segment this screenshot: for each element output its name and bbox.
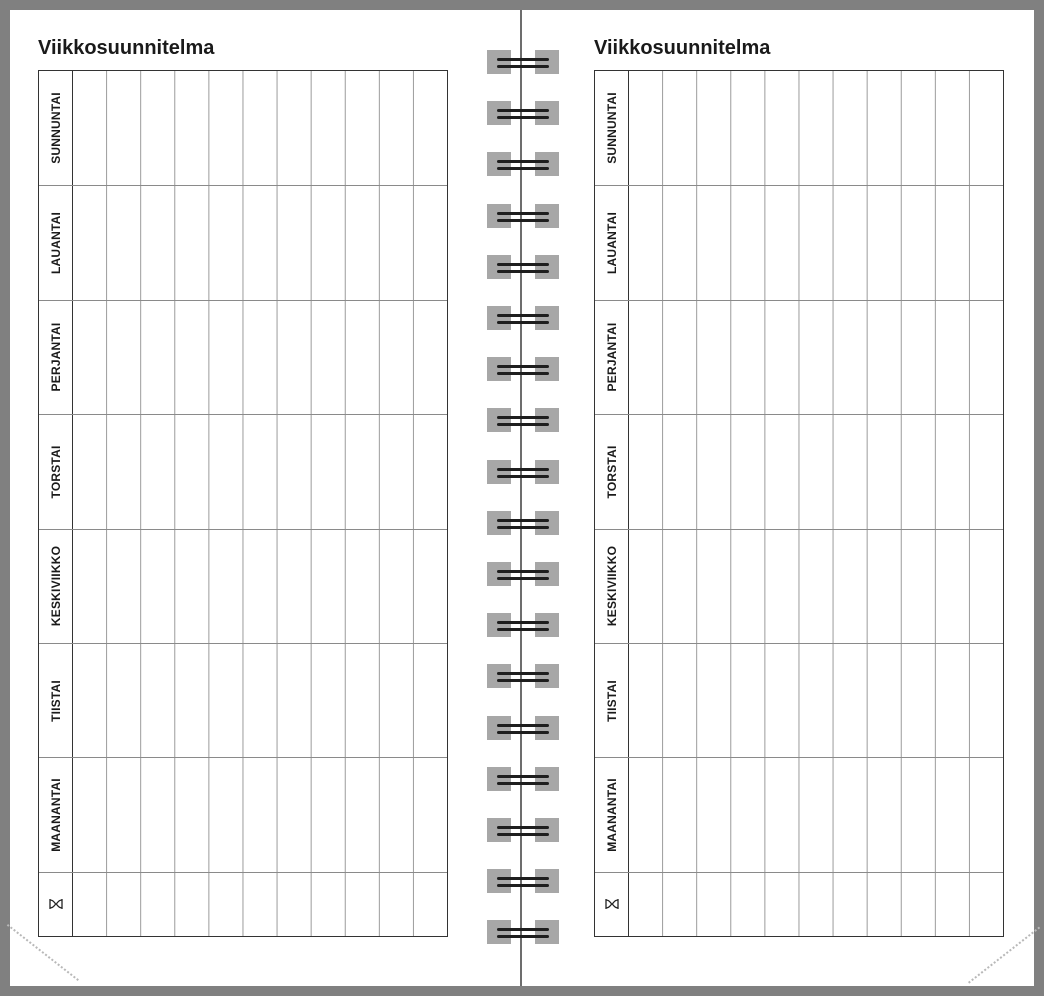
ring-tab [535,50,559,74]
ring-tab [487,50,511,74]
day-label [39,758,73,871]
ring-tab [535,204,559,228]
ring-tab [535,818,559,842]
binding-ring [487,50,559,74]
right-week-grid [594,70,1004,937]
ring-tab [535,562,559,586]
ring-wire [497,577,549,580]
binding-ring [487,152,559,176]
day-label [595,644,629,757]
day-cells[interactable] [629,301,1003,414]
ring-tab [487,204,511,228]
day-cells[interactable] [629,186,1003,299]
day-cells[interactable] [629,415,1003,528]
ring-wire [497,775,549,778]
day-label [39,186,73,299]
ring-tab [487,562,511,586]
ring-tab [535,613,559,637]
day-cells[interactable] [73,758,447,871]
day-row [595,643,1003,757]
ring-tab [535,716,559,740]
ring-wire [497,263,549,266]
ring-wire [497,928,549,931]
ring-tab [487,767,511,791]
binding-ring [487,255,559,279]
ring-tab [535,460,559,484]
ring-tab [487,255,511,279]
day-label-text: TIISTAI [48,679,63,722]
ring-wire [497,270,549,273]
binding-ring [487,460,559,484]
ring-tab [535,869,559,893]
ring-wire [497,526,549,529]
left-page-title: Viikkosuunnitelma [38,37,215,59]
ring-wire [497,935,549,938]
ring-wire [497,724,549,727]
ring-tab [535,511,559,535]
day-label-text: TIISTAI [604,679,619,722]
ring-wire [497,109,549,112]
ring-tab [535,357,559,381]
ring-tab [487,408,511,432]
ring-wire [497,468,549,471]
ring-tab [487,613,511,637]
day-cells[interactable] [73,415,447,528]
binding-ring [487,204,559,228]
day-row [39,185,447,299]
day-cells[interactable] [73,301,447,414]
day-label [595,758,629,871]
binding-ring [487,408,559,432]
ring-tab [487,664,511,688]
day-row [39,71,447,185]
notes-cells[interactable] [629,873,1003,936]
day-label [595,415,629,528]
notes-row [39,872,447,936]
ring-tab [535,101,559,125]
day-label [595,301,629,414]
notes-row [595,872,1003,936]
day-row [595,529,1003,643]
day-cells[interactable] [73,186,447,299]
ring-wire [497,314,549,317]
day-label-text: TORSTAI [604,445,619,499]
ring-tab [535,255,559,279]
binding-ring [487,357,559,381]
day-row [39,529,447,643]
day-cells[interactable] [73,530,447,643]
ring-tab [535,920,559,944]
day-label-text: TORSTAI [48,445,63,499]
ring-tab [487,920,511,944]
ring-tab [535,408,559,432]
binding-ring [487,818,559,842]
day-label [39,71,73,185]
day-label-text: MAANANTAI [48,778,63,852]
ring-wire [497,116,549,119]
day-label [39,415,73,528]
spiral-binding [487,50,559,950]
binding-ring [487,101,559,125]
notes-label [39,873,73,936]
ring-wire [497,672,549,675]
notes-label [595,873,629,936]
ring-wire [497,833,549,836]
ring-wire [497,416,549,419]
ring-wire [497,570,549,573]
ring-wire [497,372,549,375]
ring-wire [497,621,549,624]
day-label [595,71,629,185]
ring-tab [487,357,511,381]
binding-ring [487,306,559,330]
hourglass-icon [605,897,619,911]
ring-tab [487,716,511,740]
ring-tab [487,460,511,484]
binding-ring [487,869,559,893]
ring-wire [497,321,549,324]
ring-tab [487,511,511,535]
ring-wire [497,628,549,631]
day-cells[interactable] [73,644,447,757]
ring-wire [497,160,549,163]
ring-wire [497,679,549,682]
day-label-text: PERJANTAI [604,323,619,392]
right-page-title: Viikkosuunnitelma [594,37,771,59]
binding-ring [487,562,559,586]
day-row [39,414,447,528]
ring-wire [497,877,549,880]
day-label [39,530,73,643]
day-label-text: LAUANTAI [604,212,619,275]
ring-wire [497,65,549,68]
ring-tab [535,152,559,176]
ring-wire [497,219,549,222]
day-cells[interactable] [73,71,447,185]
day-label-text: PERJANTAI [48,323,63,392]
ring-wire [497,826,549,829]
day-label-text: MAANANTAI [604,778,619,852]
binding-ring [487,767,559,791]
binding-ring [487,613,559,637]
left-week-grid [38,70,448,937]
ring-tab [487,818,511,842]
ring-wire [497,212,549,215]
binding-ring [487,664,559,688]
day-label [595,186,629,299]
day-label-text: SUNNUNTAI [48,92,63,164]
ring-wire [497,423,549,426]
day-row [39,643,447,757]
day-label [39,644,73,757]
day-cells[interactable] [629,71,1003,185]
day-label [595,530,629,643]
ring-wire [497,519,549,522]
day-label-text: KESKIVIIKKO [604,546,619,627]
ring-wire [497,365,549,368]
ring-tab [487,869,511,893]
ring-tab [535,664,559,688]
day-row [595,414,1003,528]
day-cells[interactable] [629,644,1003,757]
notes-cells[interactable] [73,873,447,936]
ring-wire [497,884,549,887]
day-row [595,185,1003,299]
ring-tab [487,152,511,176]
ring-wire [497,167,549,170]
day-label-text: KESKIVIIKKO [48,546,63,627]
ring-wire [497,58,549,61]
day-cells[interactable] [629,758,1003,871]
ring-wire [497,475,549,478]
ring-wire [497,731,549,734]
day-row [39,757,447,871]
binding-ring [487,716,559,740]
ring-wire [497,782,549,785]
ring-tab [535,767,559,791]
hourglass-icon [49,897,63,911]
binding-ring [487,920,559,944]
day-row [595,300,1003,414]
ring-tab [487,306,511,330]
ring-tab [535,306,559,330]
day-label-text: LAUANTAI [48,212,63,275]
day-cells[interactable] [629,530,1003,643]
day-label-text: SUNNUNTAI [604,92,619,164]
day-row [595,757,1003,871]
binding-ring [487,511,559,535]
ring-tab [487,101,511,125]
day-row [39,300,447,414]
day-label [39,301,73,414]
day-row [595,71,1003,185]
